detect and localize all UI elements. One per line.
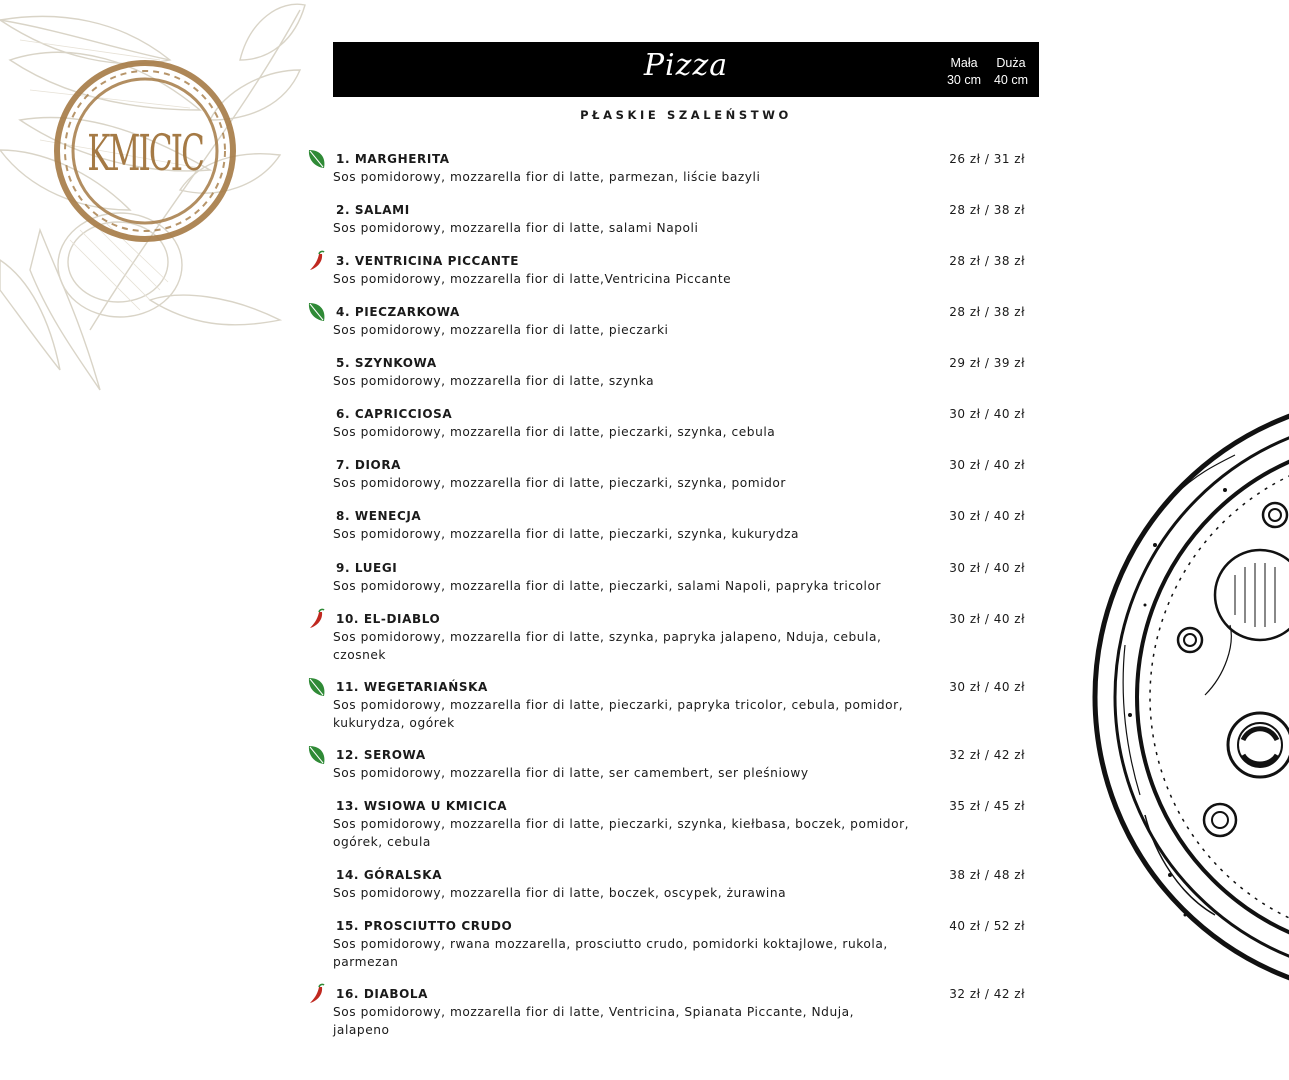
item-name: 13. WSIOWA U KMICICA [336, 799, 508, 813]
item-name: 2. SALAMI [336, 203, 410, 217]
item-description: Sos pomidorowy, mozzarella fior di latte, pieczarki, szynka, kukurydza [333, 527, 800, 541]
size-small-column [939, 55, 989, 89]
item-price: 28 zł / 38 zł [949, 305, 1025, 319]
item-description: Sos pomidorowy, mozzarella fior di latte, pieczarki, szynka, pomidor [333, 476, 786, 490]
item-name: 12. SEROWA [336, 748, 426, 762]
item-name: 15. PROSCIUTTO CRUDO [336, 919, 513, 933]
item-description: Sos pomidorowy, mozzarella fior di latte, parmezan, liście bazyli [333, 170, 761, 184]
item-description: Sos pomidorowy, mozzarella fior di latte, pieczarki, szynka, cebula [333, 425, 776, 439]
pizza-illustration [1085, 395, 1289, 1000]
item-name: 1. MARGHERITA [336, 152, 450, 166]
item-name: 6. CAPRICCIOSA [336, 407, 453, 421]
section-title: Pizza [643, 48, 729, 83]
item-price: 28 zł / 38 zł [949, 254, 1025, 268]
leaf-icon [307, 148, 327, 170]
section-subtitle: PŁASKIE SZALEŃSTWO [580, 108, 792, 122]
item-price: 30 zł / 40 zł [949, 680, 1025, 694]
item-description: Sos pomidorowy, mozzarella fior di latte, Ventricina, Spianata Piccante, Nduja, jalapeno [333, 1005, 855, 1037]
size-small-label: Mała [950, 56, 978, 70]
item-description: Sos pomidorowy, mozzarella fior di latte,Ventricina Piccante [333, 272, 732, 286]
item-price: 30 zł / 40 zł [949, 509, 1025, 523]
size-large-value: 40 cm [993, 73, 1029, 87]
item-name: 11. WEGETARIAŃSKA [336, 680, 488, 694]
size-small-value: 30 cm [946, 73, 982, 87]
item-description: Sos pomidorowy, mozzarella fior di latte, ser camembert, ser pleśniowy [333, 766, 809, 780]
item-description: Sos pomidorowy, mozzarella fior di latte, pieczarki, szynka, kiełbasa, boczek, pomidor, ogórek, cebula [333, 817, 910, 849]
item-price: 32 zł / 42 zł [949, 748, 1025, 762]
logo-text: KMICIC [87, 124, 204, 182]
item-name: 4. PIECZARKOWA [336, 305, 460, 319]
item-name: 14. GÓRALSKA [336, 868, 443, 882]
item-description: Sos pomidorowy, rwana mozzarella, prosciutto crudo, pomidorki koktajlowe, rukola, parmezan [333, 937, 888, 969]
item-price: 26 zł / 31 zł [949, 152, 1025, 166]
item-price: 28 zł / 38 zł [949, 203, 1025, 217]
item-price: 40 zł / 52 zł [949, 919, 1025, 933]
item-name: 8. WENECJA [336, 509, 422, 523]
item-price: 32 zł / 42 zł [949, 987, 1025, 1001]
menu-header-bar [333, 42, 1039, 97]
item-price: 30 zł / 40 zł [949, 458, 1025, 472]
item-description: Sos pomidorowy, mozzarella fior di latte, pieczarki, papryka tricolor, cebula, pomidor, kukurydza, ogórek [333, 698, 904, 730]
item-price: 30 zł / 40 zł [949, 612, 1025, 626]
size-large-label: Duża [996, 56, 1026, 70]
leaf-icon [307, 744, 327, 766]
item-name: 9. LUEGI [336, 561, 398, 575]
item-description: Sos pomidorowy, mozzarella fior di latte, szynka, papryka jalapeno, Nduja, cebula, czosnek [333, 630, 882, 662]
item-price: 30 zł / 40 zł [949, 561, 1025, 575]
leaf-icon [307, 301, 327, 323]
chili-icon [307, 250, 327, 272]
item-price: 30 zł / 40 zł [949, 407, 1025, 421]
item-description: Sos pomidorowy, mozzarella fior di latte, boczek, oscypek, żurawina [333, 886, 787, 900]
chili-icon [307, 983, 327, 1005]
size-large-column [985, 55, 1037, 89]
item-name: 7. DIORA [336, 458, 402, 472]
item-name: 10. EL-DIABLO [336, 612, 441, 626]
item-description: Sos pomidorowy, mozzarella fior di latte, salami Napoli [333, 221, 699, 235]
item-price: 38 zł / 48 zł [949, 868, 1025, 882]
leaf-icon [307, 676, 327, 698]
item-description: Sos pomidorowy, mozzarella fior di latte, pieczarki, salami Napoli, papryka tricolor [333, 579, 882, 593]
item-name: 5. SZYNKOWA [336, 356, 437, 370]
chili-icon [307, 608, 327, 630]
item-name: 16. DIABOLA [336, 987, 429, 1001]
item-price: 29 zł / 39 zł [949, 356, 1025, 370]
item-description: Sos pomidorowy, mozzarella fior di latte, pieczarki [333, 323, 669, 337]
item-description: Sos pomidorowy, mozzarella fior di latte, szynka [333, 374, 655, 388]
brand-logo [52, 58, 238, 244]
item-price: 35 zł / 45 zł [949, 799, 1025, 813]
item-name: 3. VENTRICINA PICCANTE [336, 254, 520, 268]
